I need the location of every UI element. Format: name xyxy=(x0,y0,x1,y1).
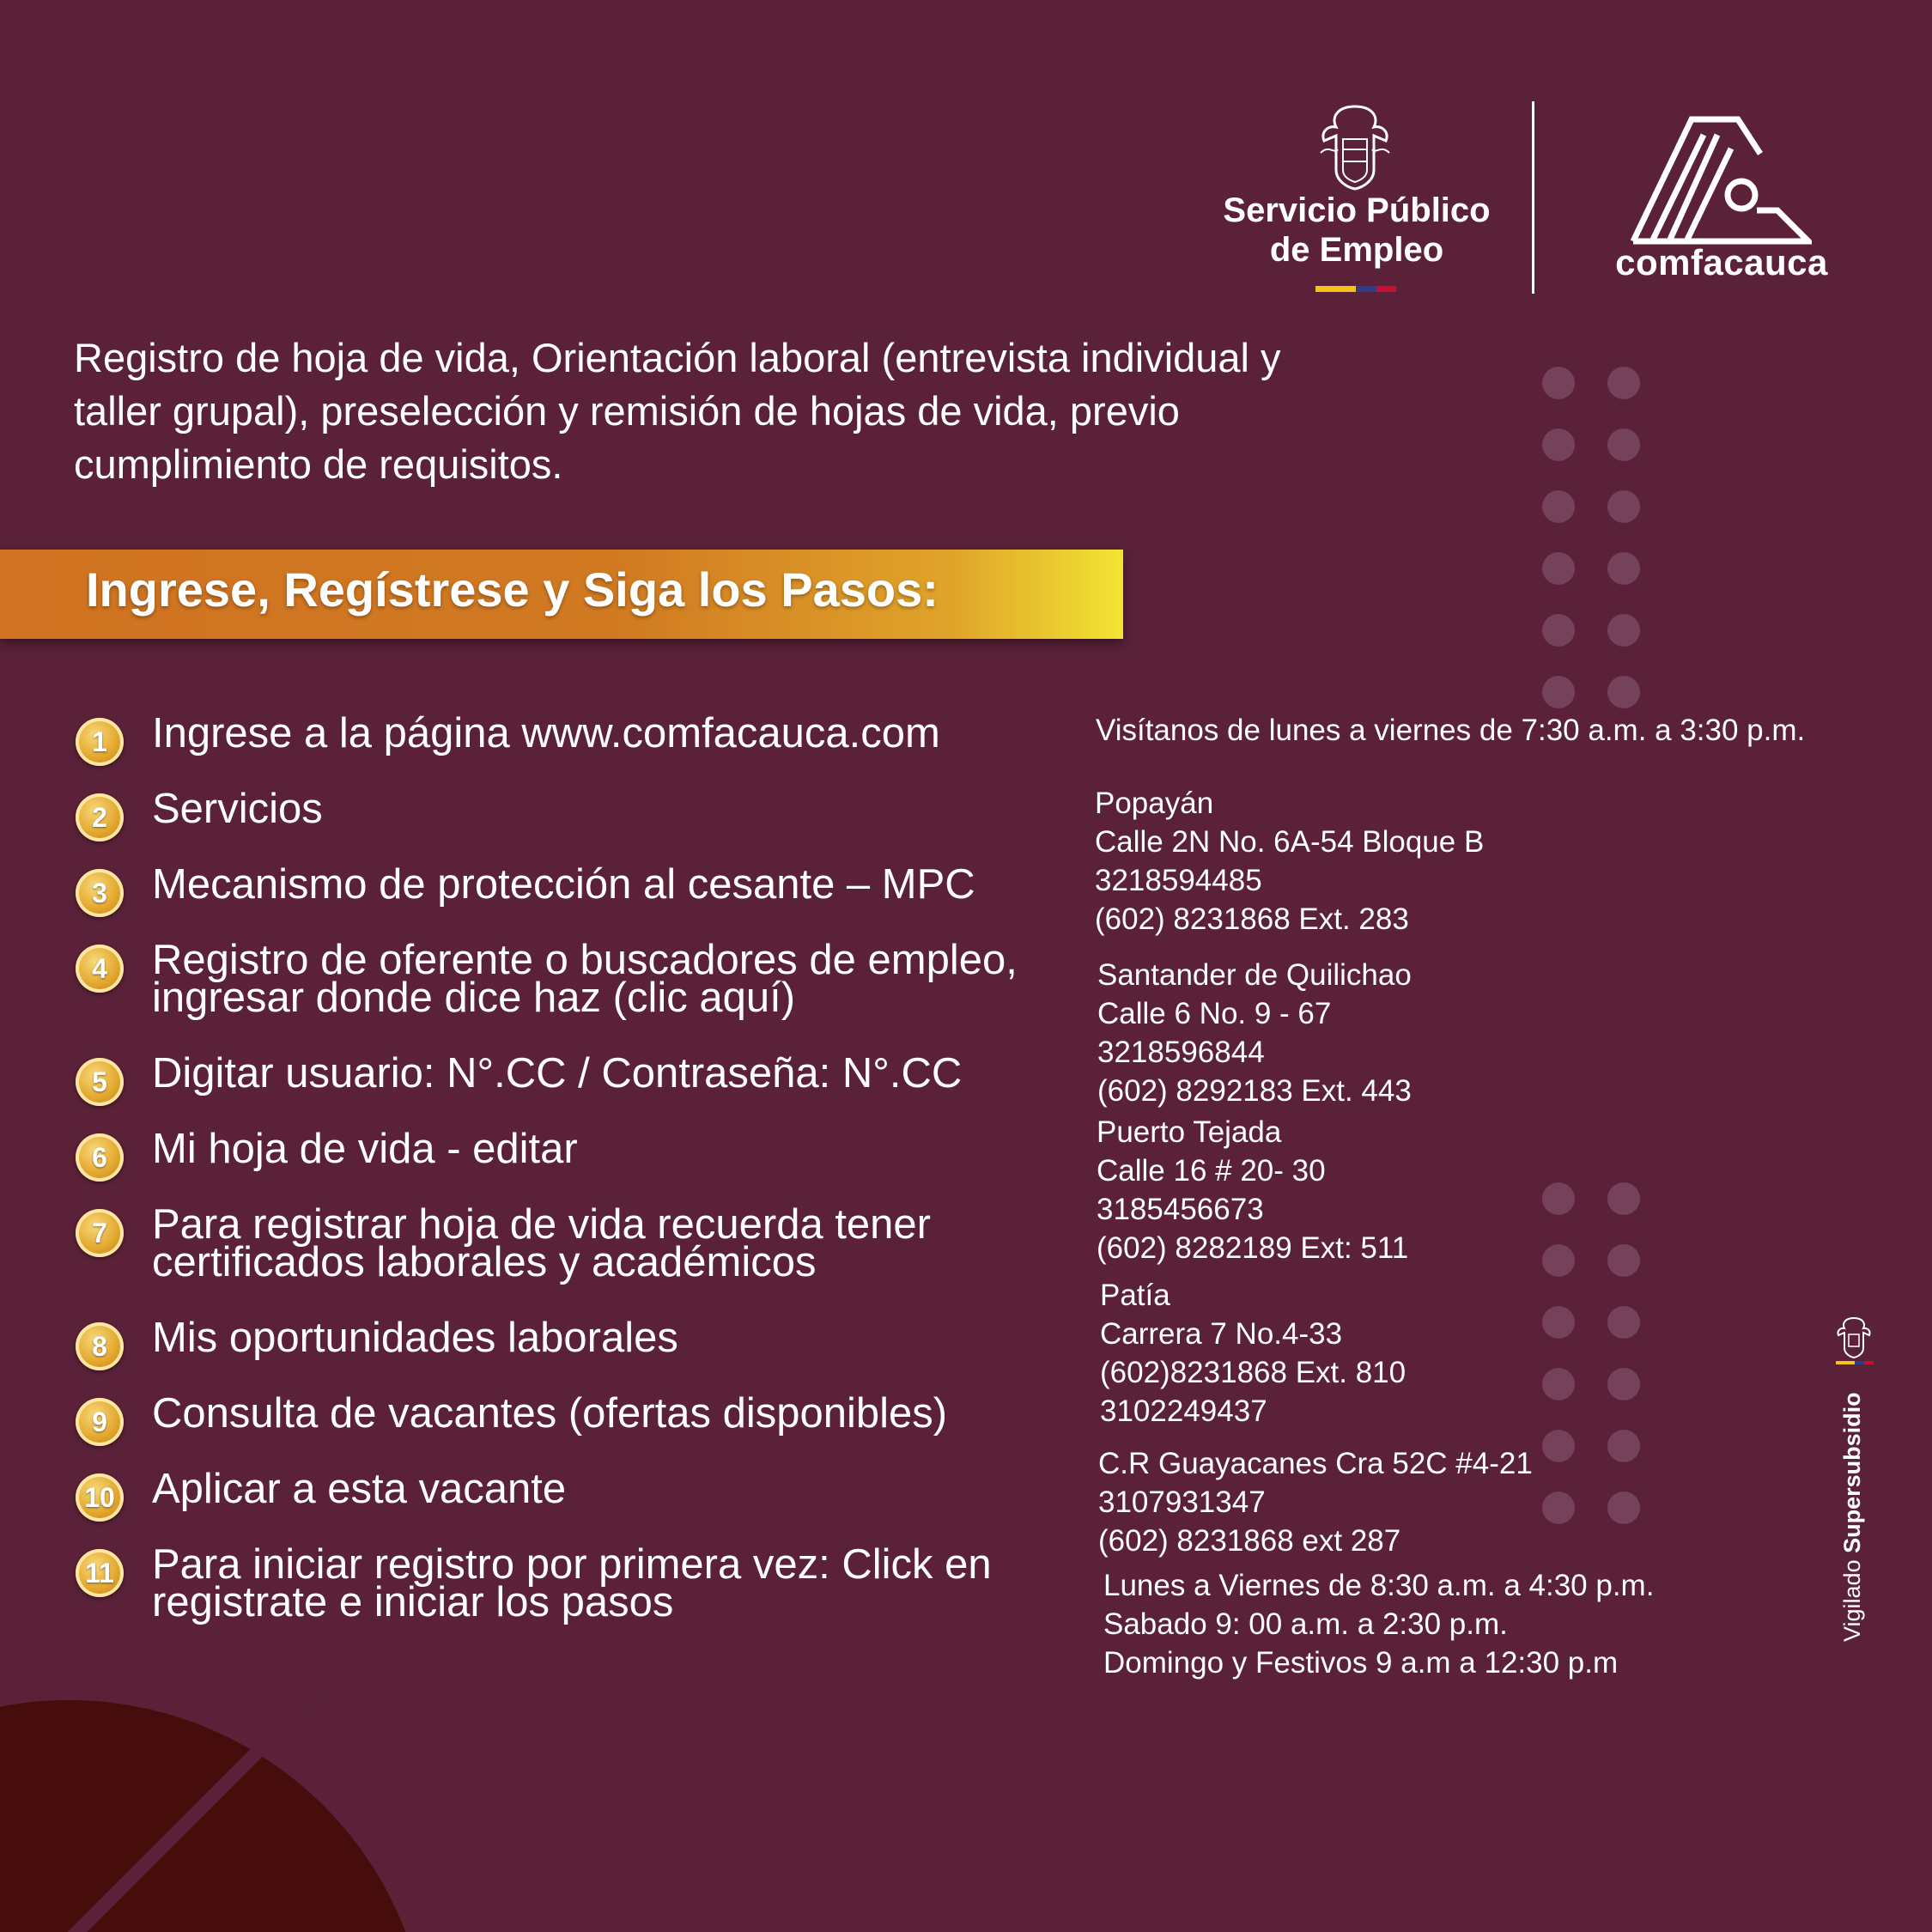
comfacauca-logo-mark-icon xyxy=(1630,116,1812,245)
office-line: Calle 16 # 20- 30 xyxy=(1097,1154,1326,1188)
office-line: Calle 6 No. 9 - 67 xyxy=(1097,997,1332,1030)
office-line: 3102249437 xyxy=(1100,1394,1267,1428)
logo-divider xyxy=(1532,101,1534,294)
step-number-badge: 9 xyxy=(76,1398,124,1446)
step-text: Servicios xyxy=(152,786,323,832)
office-line: Popayán xyxy=(1095,787,1214,820)
step-number-badge: 7 xyxy=(76,1209,124,1257)
office-line: (602) 8231868 ext 287 xyxy=(1098,1524,1401,1558)
step-text: Mi hoja de vida - editar xyxy=(152,1126,578,1172)
office-popayan xyxy=(1095,784,1484,939)
office-line: Santander de Quilichao xyxy=(1097,958,1412,992)
step-number-badge: 8 xyxy=(76,1322,124,1370)
spe-logo-line-2: de Empleo xyxy=(1269,231,1444,269)
step-text: Registro de oferente o buscadores de empleo, ingresar donde dice haz (clic aquí) xyxy=(152,937,1018,1021)
step-text: Mecanismo de protección al cesante – MPC xyxy=(152,861,975,908)
office-puerto-tejada xyxy=(1097,1113,1408,1267)
vigilado-supersubsidio xyxy=(1839,1392,1866,1642)
schedule-line: Domingo y Festivos 9 a.m a 12:30 p.m xyxy=(1103,1646,1619,1680)
step-number-badge: 2 xyxy=(76,793,124,841)
step-text: Para iniciar registro por primera vez: Click en registrate e iniciar los pasos xyxy=(152,1541,992,1625)
step-text: Aplicar a esta vacante xyxy=(152,1466,567,1512)
office-line: (602) 8292183 Ext. 443 xyxy=(1097,1074,1412,1108)
comfacauca-logo-text: comfacauca xyxy=(1615,242,1828,283)
step-number-badge: 5 xyxy=(76,1058,124,1106)
step-number-badge: 10 xyxy=(76,1473,124,1522)
office-line: (602) 8282189 Ext: 511 xyxy=(1097,1231,1409,1265)
vigilado-prefix: Vigilado xyxy=(1839,1552,1865,1642)
office-line: Patía xyxy=(1100,1279,1170,1312)
banner-title: Ingrese, Regístrese y Siga los Pasos: xyxy=(86,562,939,617)
vigilado-flag-stripe xyxy=(1836,1361,1874,1364)
step-number-badge: 11 xyxy=(76,1549,124,1597)
step-text: Consulta de vacantes (ofertas disponibles) xyxy=(152,1390,948,1437)
step-number-badge: 3 xyxy=(76,869,124,917)
decorative-quarter-circle xyxy=(0,1614,447,1932)
spe-logo-text xyxy=(1202,191,1511,270)
step-text: Ingrese a la página www.comfacauca.com xyxy=(152,710,940,756)
office-line: 3218594485 xyxy=(1095,864,1262,897)
office-line: 3107931347 xyxy=(1098,1485,1266,1519)
office-line: Carrera 7 No.4-33 xyxy=(1100,1317,1343,1351)
vigilado-brand: Supersubsidio xyxy=(1839,1392,1865,1553)
office-line: C.R Guayacanes Cra 52C #4-21 xyxy=(1098,1447,1533,1480)
step-number-badge: 1 xyxy=(76,718,124,766)
office-patia xyxy=(1100,1276,1406,1431)
colombia-coat-of-arms-icon xyxy=(1312,101,1398,191)
step-text: Digitar usuario: N°.CC / Contraseña: N°.CC xyxy=(152,1050,963,1097)
colombia-flag-stripe xyxy=(1315,286,1396,292)
schedule-line: Sabado 9: 00 a.m. a 2:30 p.m. xyxy=(1103,1607,1508,1641)
visit-hours: Visítanos de lunes a viernes de 7:30 a.m. a 3:30 p.m. xyxy=(1096,714,1806,747)
office-line: 3218596844 xyxy=(1097,1036,1265,1069)
schedule-line: Lunes a Viernes de 8:30 a.m. a 4:30 p.m. xyxy=(1103,1569,1655,1602)
step-number-badge: 6 xyxy=(76,1133,124,1182)
step-text: Mis oportunidades laborales xyxy=(152,1315,678,1361)
dot-grid-top xyxy=(1542,367,1640,710)
intro-paragraph: Registro de hoja de vida, Orientación laboral (entrevista individual y taller grupal), preselección y remisión de hojas de vida, previo cumplimiento de requisitos. xyxy=(74,335,1281,487)
steps-banner xyxy=(0,550,1123,639)
office-line: Puerto Tejada xyxy=(1097,1115,1282,1149)
vigilado-crest-icon xyxy=(1834,1315,1874,1358)
step-number-badge: 4 xyxy=(76,945,124,993)
office-line: Calle 2N No. 6A-54 Bloque B xyxy=(1095,825,1485,859)
spe-logo-line-1: Servicio Público xyxy=(1223,191,1491,229)
step-text: Para registrar hoja de vida recuerda tener certificados laborales y académicos xyxy=(152,1201,932,1285)
office-line: (602) 8231868 Ext. 283 xyxy=(1095,902,1409,936)
schedule xyxy=(1103,1566,1654,1682)
office-line: 3185456673 xyxy=(1097,1193,1264,1226)
office-guayacanes xyxy=(1098,1444,1533,1560)
office-santander xyxy=(1097,956,1412,1110)
dot-grid-bottom xyxy=(1542,1182,1640,1526)
office-line: (602)8231868 Ext. 810 xyxy=(1100,1356,1406,1389)
